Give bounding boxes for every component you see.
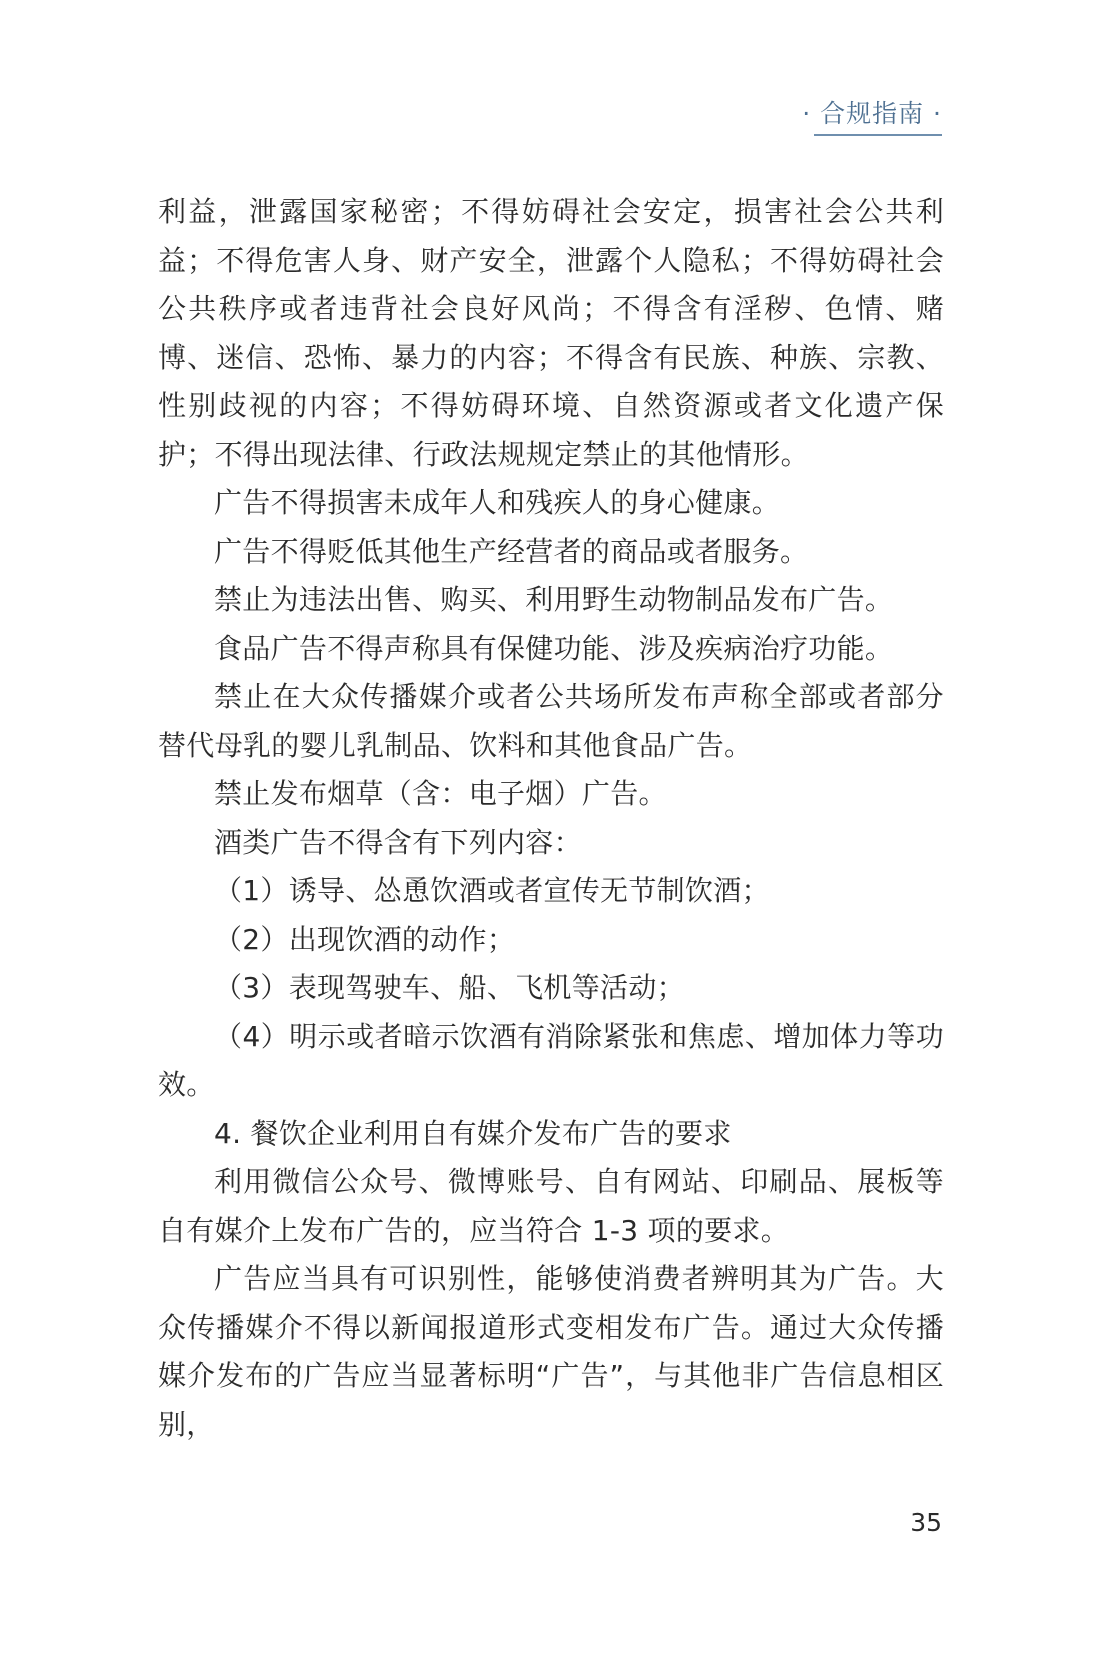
section-heading: 4. 餐饮企业利用自有媒介发布广告的要求: [214, 1116, 732, 1150]
list-item: （2）出现饮酒的动作；: [214, 922, 516, 956]
list-item: （4）明示或者暗示饮酒有消除紧张和焦虑、增加体力等功效。: [158, 1019, 944, 1101]
page-number: 35: [910, 1508, 942, 1537]
paragraph: 禁止在大众传播媒介或者公共场所发布声称全部或者部分替代母乳的婴儿乳制品、饮料和其他食品广告。: [158, 680, 944, 762]
paragraph: 广告不得损害未成年人和残疾人的身心健康。: [214, 486, 781, 519]
paragraph: 禁止为违法出售、购买、利用野生动物制品发布广告。: [214, 583, 894, 616]
running-header: [742, 94, 942, 138]
paragraph: 禁止发布烟草（含：电子烟）广告。: [214, 777, 667, 810]
paragraph: 食品广告不得声称具有保健功能、涉及疾病治疗功能。: [214, 631, 894, 665]
list-item: （1）诱导、怂恿饮酒或者宣传无节制饮酒；: [214, 874, 770, 907]
paragraph: 广告应当具有可识别性，能够使消费者辨明其为广告。大众传播媒介不得以新闻报道形式变相发布广告。通过大众传播媒介发布的广告应当显著标明“广告”，与其他非广告信息相区别，: [158, 1262, 944, 1441]
paragraph: 广告不得贬低其他生产经营者的商品或者服务。: [214, 534, 809, 568]
header-rule: [814, 134, 942, 136]
paragraph: 利用微信公众号、微博账号、自有网站、印刷品、展板等自有媒介上发布广告的，应当符合 1-3 项的要求。: [158, 1165, 944, 1247]
paragraph: 利益，泄露国家秘密；不得妨碍社会安定，损害社会公共利益；不得危害人身、财产安全，泄露个人隐私；不得妨碍社会公共秩序或者违背社会良好风尚；不得含有淫秽、色情、赌博、迷信、恐怖、暴力的内容；不得含有民族、种族、宗教、性别歧视的内容；不得妨碍环境、自然资源或者文化遗产保护；不得出现法律、行政法规规定禁止的其他情形。: [158, 195, 944, 471]
list-item: （3）表现驾驶车、船、飞机等活动；: [214, 971, 685, 1004]
header-title: · 合规指南 ·: [802, 99, 942, 128]
body-text: [158, 188, 944, 1449]
paragraph: 酒类广告不得含有下列内容：: [214, 825, 582, 859]
